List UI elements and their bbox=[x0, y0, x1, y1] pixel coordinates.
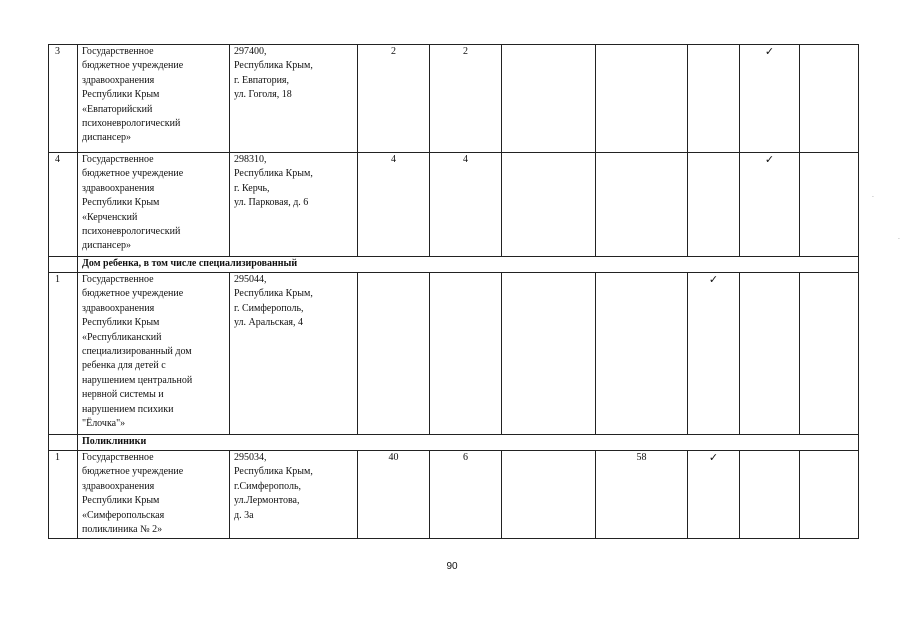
section-row bbox=[49, 257, 859, 273]
value-cell-1: 4 bbox=[358, 153, 430, 257]
check-cell-7 bbox=[800, 273, 859, 435]
table-row bbox=[49, 451, 859, 539]
section-title: Дом ребенка, в том числе специализированный bbox=[78, 257, 859, 273]
institution-name: Государственное бюджетное учреждение здравоохранения Республики Крым «Керченский психоневрологический диспансер» bbox=[78, 153, 230, 257]
check-cell-5: ✓ bbox=[688, 273, 740, 435]
row-number: 4 bbox=[49, 153, 78, 257]
section-row bbox=[49, 435, 859, 451]
section-spacer bbox=[49, 435, 78, 451]
institution-address: 298310, Республика Крым, г. Керчь, ул. Парковая, д. 6 bbox=[230, 153, 358, 257]
value-cell-3 bbox=[502, 45, 596, 153]
check-cell-6 bbox=[740, 451, 800, 539]
value-cell-1 bbox=[358, 273, 430, 435]
table-row bbox=[49, 45, 859, 153]
table-row bbox=[49, 273, 859, 435]
page-number: 90 bbox=[446, 561, 458, 572]
value-cell-1: 2 bbox=[358, 45, 430, 153]
value-cell-3 bbox=[502, 153, 596, 257]
section-title: Поликлиники bbox=[78, 435, 859, 451]
value-cell-3 bbox=[502, 273, 596, 435]
check-cell-5: ✓ bbox=[688, 451, 740, 539]
institutions-table bbox=[48, 44, 859, 539]
check-cell-7 bbox=[800, 153, 859, 257]
check-cell-7 bbox=[800, 451, 859, 539]
value-cell-4 bbox=[596, 153, 688, 257]
check-cell-6 bbox=[740, 273, 800, 435]
row-number: 1 bbox=[49, 273, 78, 435]
institution-name: Государственное бюджетное учреждение здравоохранения Республики Крым «Республиканский специализированный дом ребенка для детей с нарушением центральной нервной системы и нарушением психики "Ёлочка"» bbox=[78, 273, 230, 435]
check-cell-7 bbox=[800, 45, 859, 153]
row-number: 1 bbox=[49, 451, 78, 539]
table-row bbox=[49, 153, 859, 257]
scan-speck: · bbox=[898, 236, 900, 243]
check-cell-6: ✓ bbox=[740, 45, 800, 153]
check-cell-5 bbox=[688, 153, 740, 257]
check-cell-6: ✓ bbox=[740, 153, 800, 257]
value-cell-2: 4 bbox=[430, 153, 502, 257]
institution-name: Государственное бюджетное учреждение здравоохранения Республики Крым «Симферопольская поликлиника № 2» bbox=[78, 451, 230, 539]
value-cell-2 bbox=[430, 273, 502, 435]
check-cell-5 bbox=[688, 45, 740, 153]
section-spacer bbox=[49, 257, 78, 273]
value-cell-1: 40 bbox=[358, 451, 430, 539]
value-cell-3 bbox=[502, 451, 596, 539]
institution-address: 295034, Республика Крым, г.Симферополь, ул.Лермонтова, д. 3а bbox=[230, 451, 358, 539]
value-cell-4 bbox=[596, 273, 688, 435]
value-cell-2: 6 bbox=[430, 451, 502, 539]
value-cell-4 bbox=[596, 45, 688, 153]
institution-address: 295044, Республика Крым, г. Симферополь, ул. Аральская, 4 bbox=[230, 273, 358, 435]
value-cell-2: 2 bbox=[430, 45, 502, 153]
institution-address: 297400, Республика Крым, г. Евпатория, ул. Гоголя, 18 bbox=[230, 45, 358, 153]
row-number: 3 bbox=[49, 45, 78, 153]
institution-name: Государственное бюджетное учреждение здравоохранения Республики Крым «Евпаторийский психоневрологический диспансер» bbox=[78, 45, 230, 153]
value-cell-4: 58 bbox=[596, 451, 688, 539]
scan-speck: · bbox=[872, 194, 874, 201]
